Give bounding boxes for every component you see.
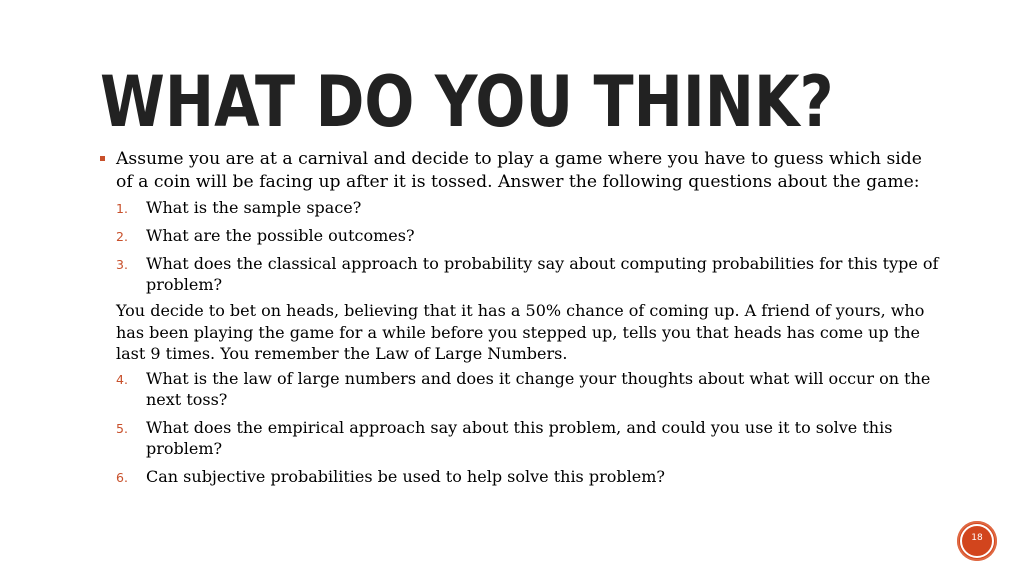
slide-title: WHAT DO YOU THINK? xyxy=(100,61,834,143)
intro-bullet xyxy=(100,148,940,194)
slide-number-badge xyxy=(957,521,997,561)
question-number: 1. xyxy=(116,201,128,216)
question-item-2 xyxy=(100,225,940,246)
question-item-3 xyxy=(100,253,940,295)
scenario-paragraph: You decide to bet on heads, believing that it has a 50% chance of coming up. A friend of yours, who has been playing the game for a while before you stepped up, tells you that heads has come up the last 9 times. You remember the Law of Large Numbers. xyxy=(116,301,925,363)
slide-number: 18 xyxy=(971,533,983,543)
question-item-5 xyxy=(100,417,940,459)
question-text: What are the possible outcomes? xyxy=(146,226,415,245)
question-text: What is the law of large numbers and does it change your thoughts about what will occur on the next toss? xyxy=(146,368,931,409)
question-number: 3. xyxy=(116,257,128,272)
question-text: What is the sample space? xyxy=(146,198,362,217)
square-bullet-icon xyxy=(100,156,105,161)
question-number: 4. xyxy=(116,371,128,387)
question-number: 6. xyxy=(116,469,128,485)
question-item-1 xyxy=(100,197,940,218)
question-number: 5. xyxy=(116,420,128,436)
question-item-6 xyxy=(100,466,940,487)
question-text: Can subjective probabilities be used to help solve this problem? xyxy=(146,466,665,486)
question-item-4 xyxy=(100,368,940,410)
slide-body xyxy=(100,148,940,487)
intro-text: Assume you are at a carnival and decide to play a game where you have to guess which side of a coin will be facing up after it is tossed. Answer the following questions about the game: xyxy=(116,149,922,192)
question-text: What does the classical approach to probability say about computing probabilities for this type of problem? xyxy=(146,254,939,294)
question-number: 2. xyxy=(116,229,128,244)
question-text: What does the empirical approach say about this problem, and could you use it to solve this problem? xyxy=(146,417,893,458)
